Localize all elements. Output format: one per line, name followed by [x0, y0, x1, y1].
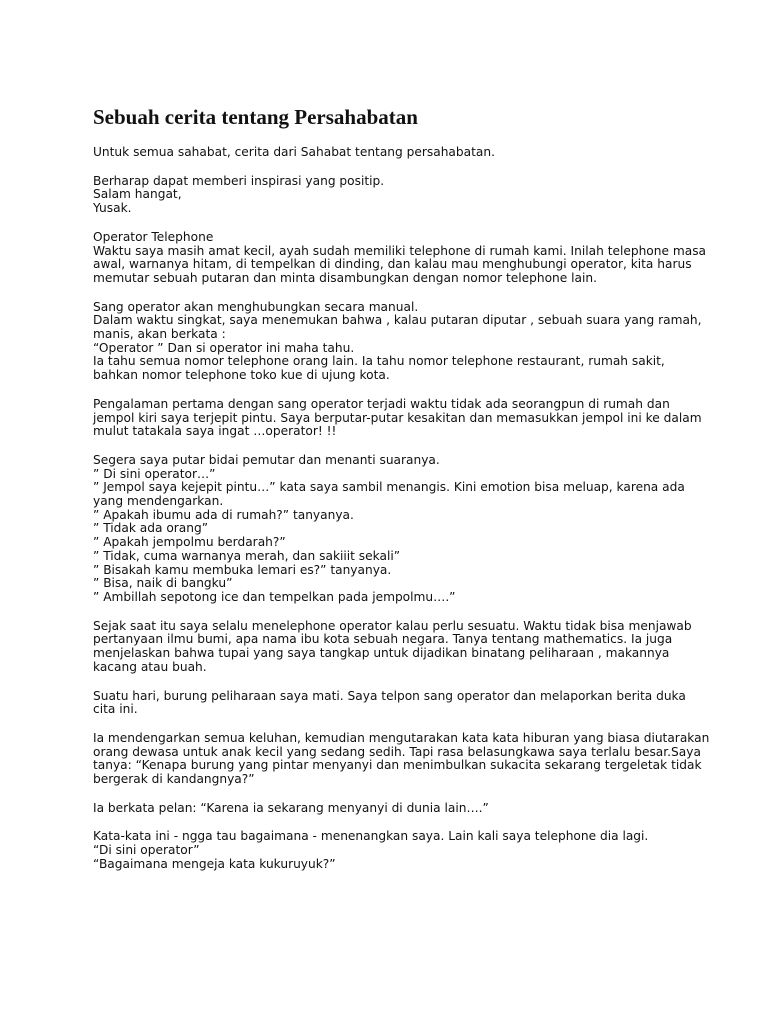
text-line: Berharap dapat memberi inspirasi yang positip. — [93, 173, 385, 188]
paragraph — [93, 229, 707, 286]
text-line: memutar sebuah putaran dan minta disambungkan dengan nomor telephone lain. — [93, 270, 597, 285]
text-line: Ia mendengarkan semua keluhan, kemudian mengutarakan kata kata hiburan yang biasa diutarakan — [93, 730, 710, 745]
text-line: ” Di sini operator…” — [93, 466, 216, 481]
text-line: ” Bisakah kamu membuka lemari es?” tanyanya. — [93, 562, 392, 577]
text-line: manis, akan berkata : — [93, 327, 226, 342]
text-line: Suatu hari, burung peliharaan saya mati. Saya telpon sang operator dan melaporkan berita duka — [93, 688, 686, 703]
text-line: bergerak di kandangnya?” — [93, 772, 255, 787]
paragraph — [93, 802, 693, 816]
text-line: Sang operator akan menghubungkan secara manual. — [93, 299, 419, 314]
paragraph — [93, 146, 693, 160]
text-line: ” Tidak ada orang” — [93, 521, 209, 536]
text-line: Segera saya putar bidai pemutar dan menanti suaranya. — [93, 452, 440, 467]
paragraph — [93, 690, 693, 717]
text-line: menjelaskan bahwa tupai yang saya tangkap untuk dijadikan binatang peliharaan , makannya — [93, 646, 670, 661]
document-body — [93, 145, 710, 872]
text-line: ” Bisa, naik di bangku” — [93, 576, 233, 591]
text-line: bahkan nomor telephone toko kue di ujung kota. — [93, 368, 390, 383]
text-line: awal, warnanya hitam, di tempelkan di dinding, dan kalau mau menghubungi operator, kita harus — [93, 257, 692, 272]
text-line: yang mendengarkan. — [93, 494, 224, 509]
text-line: ” Apakah jempolmu berdarah?” — [93, 535, 286, 550]
text-line: Dalam waktu singkat, saya menemukan bahwa , kalau putaran diputar , sebuah suara yang ramah, — [93, 313, 702, 328]
text-line: jempol kiri saya terjepit pintu. Saya berputar-putar kesakitan dan memasukkan jempol ini ke dalam — [93, 410, 702, 425]
text-line: Untuk semua sahabat, cerita dari Sahabat tentang persahabatan. — [93, 145, 495, 159]
paragraph — [93, 620, 693, 675]
text-line: Salam hangat, — [93, 187, 182, 202]
paragraph — [93, 730, 710, 787]
text-line: Waktu saya masih amat kecil, ayah sudah memiliki telephone di rumah kami. Inilah telephone masa — [93, 243, 707, 258]
document-page — [93, 104, 710, 887]
paragraph — [93, 830, 693, 871]
text-line: kacang atau buah. — [93, 659, 207, 674]
text-line: tanya: “Kenapa burung yang pintar menyanyi dan menimbulkan sukacita sekarang tergeletak tidak — [93, 758, 702, 773]
text-line: ” Jempol saya kejepit pintu…” kata saya sambil menangis. Kini emotion bisa meluap, karena ada — [93, 480, 685, 495]
text-line: Ia tahu semua nomor telephone orang lain. Ia tahu nomor telephone restaurant, rumah sakit, — [93, 354, 665, 369]
text-line: “Di sini operator” — [93, 843, 200, 858]
paragraph — [93, 396, 702, 439]
text-line: “Operator ” Dan si operator ini maha tahu. — [93, 340, 355, 355]
text-line: mulut tatakala saya ingat …operator! !! — [93, 424, 337, 439]
text-line: pertanyaan ilmu bumi, apa nama ibu kota sebuah negara. Tanya tentang mathematics. Ia juga — [93, 632, 673, 647]
text-line: Pengalaman pertama dengan sang operator terjadi waktu tidak ada seorangpun di rumah dan — [93, 396, 670, 411]
paragraph — [93, 454, 693, 605]
text-line: ” Tidak, cuma warnanya merah, dan sakiiit sekali” — [93, 548, 401, 563]
text-line: Sejak saat itu saya selalu menelephone operator kalau perlu sesuatu. Waktu tidak bisa menjawab — [93, 618, 692, 633]
text-line: “Bagaimana mengeja kata kukuruyuk?” — [93, 856, 336, 871]
text-line: ” Apakah ibumu ada di rumah?” tanyanya. — [93, 507, 354, 522]
text-line: Ia berkata pelan: “Karena ia sekarang menyanyi di dunia lain….” — [93, 800, 489, 815]
text-line: ” Ambillah sepotong ice dan tempelkan pada jempolmu….” — [93, 589, 456, 604]
paragraph — [93, 175, 693, 216]
document-title: Sebuah cerita tentang Persahabatan — [93, 105, 418, 129]
text-line: orang dewasa untuk anak kecil yang sedang sedih. Tapi rasa belasungkawa saya terlalu besar.Saya — [93, 744, 701, 759]
text-line: cita ini. — [93, 702, 138, 717]
text-line: Yusak. — [93, 201, 132, 216]
text-line: Operator Telephone — [93, 229, 214, 244]
text-line: Kata-kata ini - ngga tau bagaimana - menenangkan saya. Lain kali saya telephone dia lagi. — [93, 829, 649, 844]
paragraph — [93, 299, 702, 383]
